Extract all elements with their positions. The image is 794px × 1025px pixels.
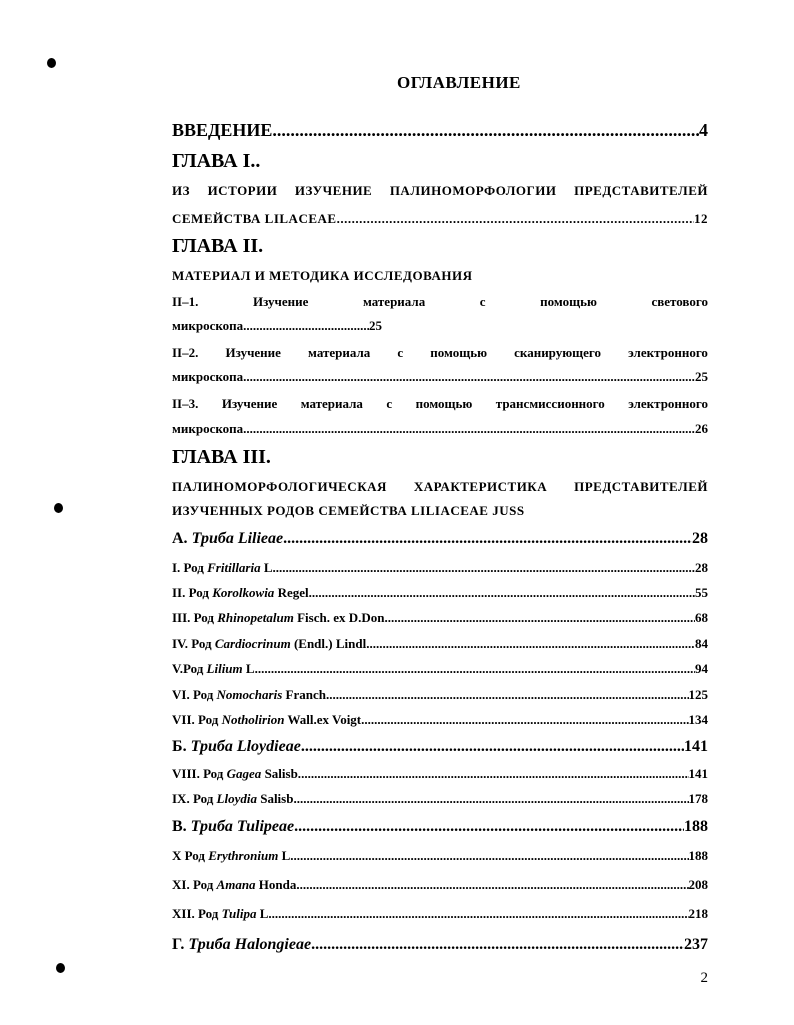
entry-prefix: XI. Род: [172, 877, 214, 892]
entry-prefix: III. Род: [172, 610, 214, 625]
genus-name: Lloydia: [216, 791, 257, 806]
toc-word: сканирующего: [514, 345, 602, 360]
toc-entry-label: [172, 530, 283, 548]
toc-entry-label: СЕМЕЙСТВА LILACEAE: [172, 211, 337, 226]
toc-entry-tribe: [172, 818, 708, 836]
toc-entry-genus: [172, 687, 708, 703]
toc-word: светового: [651, 294, 708, 309]
toc-word: II–2.: [172, 345, 199, 360]
toc-entry-label: [172, 560, 276, 576]
entry-prefix: В.: [172, 818, 187, 835]
entry-prefix: Г.: [172, 936, 185, 953]
entry-prefix: Б.: [172, 738, 187, 755]
chapter-3-line1: [172, 479, 708, 495]
toc-entry-genus: [172, 560, 708, 576]
dot-leader: [294, 818, 684, 836]
chapter-1-title: ГЛАВА I..: [172, 150, 261, 172]
toc-page-number: 25: [695, 369, 708, 384]
toc-word: материала: [362, 294, 426, 309]
author-name: Honda: [258, 877, 297, 892]
genus-name: Korolkowia: [212, 585, 275, 600]
dot-leader: [326, 687, 689, 703]
genus-name: Rhinopetalum: [217, 610, 294, 625]
punch-hole-top: [47, 58, 56, 68]
entry-prefix: IV. Род: [172, 636, 212, 651]
toc-page-number: 4: [699, 120, 708, 140]
author-name: L.: [263, 560, 276, 575]
toc-page-number: 188: [688, 848, 708, 863]
toc-word: электронного: [628, 396, 708, 411]
genus-name: Fritillaria: [207, 560, 261, 575]
genus-name: Cardiocrinum: [214, 636, 291, 651]
toc-page-number: 237: [684, 936, 708, 953]
author-name: Franch: [285, 687, 326, 702]
dot-leader: [243, 369, 695, 385]
section-2-3-line1: [172, 396, 708, 412]
toc-page-number: 12: [694, 211, 708, 226]
tribe-name: Триба Lilieae: [191, 530, 284, 547]
toc-entry-label: [172, 791, 293, 807]
chapter-3-title: ГЛАВА III.: [172, 446, 271, 468]
toc-page-number: 141: [688, 766, 708, 781]
chapter-2-subtitle: МАТЕРИАЛ И МЕТОДИКА ИССЛЕДОВАНИЯ: [172, 268, 473, 283]
entry-prefix: X Род: [172, 848, 205, 863]
author-name: L.: [245, 661, 258, 676]
toc-entry-section-2-1: [172, 318, 382, 334]
toc-entry-label: микроскопа: [172, 421, 244, 436]
entry-prefix: VI. Род: [172, 687, 214, 702]
chapter-line-text: ПАЛИНОМОРФОЛОГИЧЕСКАЯ ХАРАКТЕРИСТИКА ПРЕДСТАВИТЕЛЕЙ: [172, 479, 708, 494]
toc-entry-label: [172, 636, 366, 652]
toc-entry-tribe: [172, 530, 708, 548]
toc-entry-label: [172, 585, 309, 601]
genus-name: Tulipa: [221, 906, 257, 921]
page-number: 2: [700, 970, 708, 986]
genus-name: Notholirion: [221, 712, 285, 727]
toc-entry-section-2-2: [172, 369, 708, 385]
dot-leader: [272, 120, 699, 141]
toc-entry-label: [172, 848, 293, 864]
toc-word: с: [397, 345, 404, 360]
toc-entry-genus: [172, 585, 708, 601]
tribe-name: Триба Tulipeae: [190, 818, 295, 835]
toc-entry-label: [172, 906, 272, 922]
author-name: Fisch. ex D.Don: [297, 610, 385, 625]
toc-word: с: [479, 294, 486, 309]
toc-entry-label: микроскопа: [172, 369, 244, 384]
tribe-name: Триба Lloydieae: [190, 738, 301, 755]
toc-heading: ОГЛАВЛЕНИЕ: [397, 73, 521, 92]
author-name: Wall.ex Voigt: [287, 712, 362, 727]
toc-entry-label: [172, 687, 326, 703]
entry-prefix: VII. Род: [172, 712, 219, 727]
toc-page-number: 188: [684, 818, 708, 835]
entry-prefix: VIII. Род: [172, 766, 224, 781]
punch-hole-middle: [54, 503, 63, 513]
author-name: (Endl.) Lindl: [293, 636, 367, 651]
toc-entry-section-2-3: [172, 421, 708, 437]
dot-leader: [337, 211, 694, 227]
toc-entry-label: [172, 738, 301, 756]
toc-entry-genus: [172, 636, 708, 652]
entry-prefix: II. Род: [172, 585, 209, 600]
toc-word: материала: [300, 396, 363, 411]
toc-word: Изучение: [225, 345, 281, 360]
entry-prefix: I. Род: [172, 560, 204, 575]
toc-word: помощью: [415, 396, 473, 411]
author-name: L.: [259, 906, 272, 921]
dot-leader: [283, 530, 692, 548]
toc-page-number: 208: [688, 877, 708, 892]
genus-name: Erythronium: [208, 848, 279, 863]
entry-prefix: XII. Род: [172, 906, 219, 921]
genus-name: Nomocharis: [216, 687, 283, 702]
toc-page-number: 55: [695, 585, 708, 600]
toc-entry-label: [172, 818, 294, 836]
dot-leader: [309, 585, 695, 601]
chapter-1-line1: [172, 183, 708, 199]
toc-page-number: 134: [688, 712, 708, 727]
toc-word: электронного: [628, 345, 708, 360]
toc-entry-genus: [172, 610, 708, 626]
section-2-1-line1: [172, 294, 708, 310]
toc-page-number: 28: [695, 560, 708, 575]
toc-entry-label: [172, 661, 258, 677]
toc-entry-chapter-1: [172, 211, 708, 227]
entry-prefix: IX. Род: [172, 791, 214, 806]
author-name: L.: [281, 848, 294, 863]
dot-leader: [296, 877, 688, 893]
toc-entry-genus: [172, 661, 708, 677]
dot-leader: [258, 661, 695, 677]
toc-page-number: 68: [695, 610, 708, 625]
toc-entry-genus: [172, 848, 708, 864]
toc-page-number: 94: [695, 661, 708, 676]
toc-word: с: [386, 396, 393, 411]
entry-prefix: А.: [172, 530, 188, 547]
dot-leader: [361, 712, 688, 728]
entry-prefix: V.Род: [172, 661, 204, 676]
toc-entry-label: [172, 712, 361, 728]
chapter-line-text: ИЗ ИСТОРИИ ИЗУЧЕНИЕ ПАЛИНОМОРФОЛОГИИ ПРЕДСТАВИТЕЛЕЙ: [172, 183, 708, 198]
toc-entry-genus: [172, 766, 708, 782]
toc-word: материала: [308, 345, 371, 360]
dot-leader: [243, 318, 369, 334]
toc-entry-label: [172, 877, 296, 893]
toc-word: Изучение: [252, 294, 309, 309]
dot-leader: [311, 936, 684, 954]
toc-entry-genus: [172, 712, 708, 728]
toc-page-number: 25: [369, 318, 382, 333]
toc-entry-genus: [172, 791, 708, 807]
author-name: Regel: [277, 585, 309, 600]
genus-name: Amana: [216, 877, 256, 892]
toc-page-number: 26: [695, 421, 708, 436]
toc-entry-label: [172, 936, 311, 954]
tribe-name: Триба Halongieae: [188, 936, 312, 953]
toc-entry-intro: [172, 120, 708, 141]
toc-page-number: 178: [688, 791, 708, 806]
toc-word: трансмиссионного: [495, 396, 605, 411]
toc-page-number: 28: [692, 530, 708, 547]
toc-word: II–1.: [172, 294, 199, 309]
toc-page-number: 125: [688, 687, 708, 702]
toc-page-number: 84: [695, 636, 708, 651]
toc-entry-genus: [172, 906, 708, 922]
toc-entry-genus: [172, 877, 708, 893]
dot-leader: [301, 738, 684, 756]
chapter-2-title: ГЛАВА II.: [172, 235, 264, 257]
dot-leader: [293, 848, 688, 864]
toc-entry-tribe: [172, 738, 708, 756]
toc-word: II–3.: [172, 396, 199, 411]
section-2-2-line1: [172, 345, 708, 361]
toc-word: Изучение: [221, 396, 278, 411]
genus-name: Lilium: [206, 661, 243, 676]
toc-word: помощью: [540, 294, 597, 309]
dot-leader: [366, 636, 695, 652]
author-name: Salisb.: [264, 766, 302, 781]
dot-leader: [243, 421, 695, 437]
toc-page-number: 218: [688, 906, 708, 921]
dot-leader: [272, 906, 689, 922]
toc-page-number: 141: [684, 738, 708, 755]
toc-entry-tribe: [172, 936, 708, 954]
dot-leader: [301, 766, 688, 782]
genus-name: Gagea: [226, 766, 262, 781]
dot-leader: [293, 791, 688, 807]
chapter-3-line2: ИЗУЧЕННЫХ РОДОВ СЕМЕЙСТВА LILIACEAE JUSS: [172, 503, 525, 518]
toc-entry-label: микроскопа: [172, 318, 244, 333]
dot-leader: [276, 560, 695, 576]
dot-leader: [384, 610, 695, 626]
author-name: Salisb: [260, 791, 294, 806]
toc-word: помощью: [430, 345, 488, 360]
toc-entry-label: ВВЕДЕНИЕ: [172, 120, 273, 140]
toc-entry-label: [172, 610, 384, 626]
punch-hole-bottom: [56, 963, 65, 973]
toc-entry-label: [172, 766, 301, 782]
